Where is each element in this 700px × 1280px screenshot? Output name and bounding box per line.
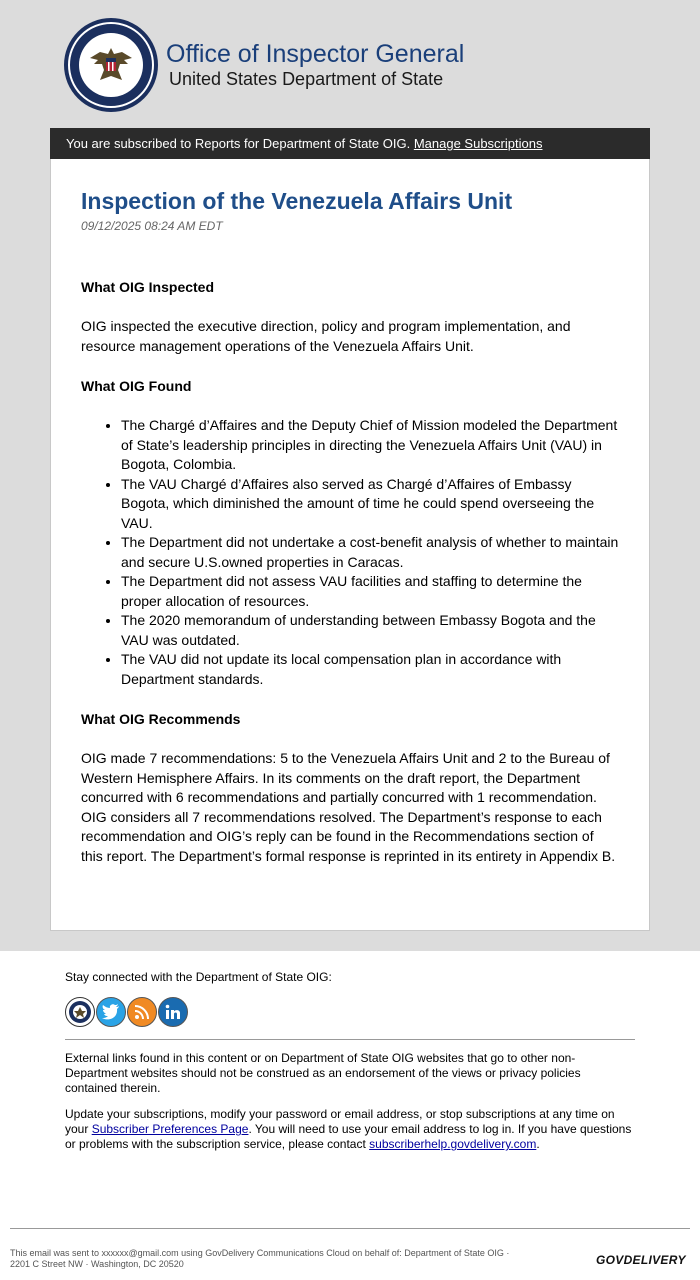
section-paragraph-inspected: OIG inspected the executive direction, policy and program implementation, and resource management operations of the Venezuela Affairs Unit. — [81, 318, 571, 354]
email-footer — [65, 970, 635, 1152]
linkedin-icon[interactable] — [158, 997, 188, 1027]
subscription-text: You are subscribed to Reports for Department of State OIG. — [66, 136, 411, 151]
social-icons-row — [65, 997, 635, 1027]
finding-item: • The Chargé d’Affaires and the Deputy Chief of Mission modeled the Department of State’s leadership principles in directing the Venezuela Affairs Unit (VAU) in Bogota, Colombia. — [121, 416, 619, 475]
finding-item: • The VAU did not update its local compensation plan in accordance with Department standards. — [121, 650, 619, 689]
report-timestamp: 09/12/2025 08:24 AM EDT — [81, 219, 223, 233]
subscriber-preferences-link[interactable]: Subscriber Preferences Page — [91, 1122, 249, 1136]
update-subscriptions-text: Update your subscriptions, modify your password or email address, or stop subscriptions at any time on your Subscriber Preferences Page. You will need to use your email address to log in. If you have questions or problems with the subscription service, please contact subscriberhelp.govdelivery.com. — [65, 1107, 632, 1151]
state-seal-icon[interactable] — [65, 997, 95, 1027]
header-subtitle: United States Department of State — [169, 69, 444, 89]
sent-to-line: This email was sent to xxxxxx@gmail.com using GovDelivery Communications Cloud on behalf of: Department of State OIG · — [10, 1248, 510, 1258]
section-heading-recommends: What OIG Recommends — [81, 711, 241, 727]
twitter-icon[interactable] — [96, 997, 126, 1027]
section-paragraph-recommends: OIG made 7 recommendations: 5 to the Venezuela Affairs Unit and 2 to the Bureau of Western Hemisphere Affairs. In its comments on the draft report, the Department concurred with 6 recommendations and partially concurred with 1 recommendation. OIG considers all 7 recommendations resolved. The Department’s response to each recommendation and OIG’s reply can be found in the Recommendations section of this report. The Department’s formal response is reprinted in its entirety in Appendix B. — [81, 750, 616, 864]
bottom-divider — [10, 1228, 690, 1229]
external-links-disclaimer: External links found in this content or on Department of State OIG websites that go to other non-Department websites should not be construed as an endorsement of the views or privacy policies contained therein. — [65, 1051, 581, 1095]
findings-list — [81, 416, 619, 689]
email-sent-notice — [10, 1248, 580, 1270]
subscription-bar — [50, 128, 650, 159]
report-card — [50, 159, 650, 931]
oig-header — [64, 18, 464, 112]
rss-icon[interactable] — [127, 997, 157, 1027]
finding-item: • The 2020 memorandum of understanding between Embassy Bogota and the VAU was outdated. — [121, 611, 619, 650]
finding-item: • The Department did not assess VAU facilities and staffing to determine the proper allocation of resources. — [121, 572, 619, 611]
address-line: 2201 C Street NW · Washington, DC 20520 — [10, 1259, 184, 1269]
section-heading-found: What OIG Found — [81, 378, 192, 394]
stay-connected-text: Stay connected with the Department of State OIG: — [65, 970, 332, 984]
section-heading-inspected: What OIG Inspected — [81, 279, 215, 295]
header-title: Office of Inspector General — [166, 40, 465, 68]
manage-subscriptions-link[interactable]: Manage Subscriptions — [413, 136, 543, 151]
finding-item: • The VAU Chargé d’Affaires also served as Chargé d’Affaires of Embassy Bogota, which diminished the amount of time he could spend overseeing the VAU. — [121, 475, 619, 534]
subscriber-help-link[interactable]: subscriberhelp.govdelivery.com — [369, 1137, 537, 1151]
report-title: Inspection of the Venezuela Affairs Unit — [81, 188, 513, 214]
finding-item: • The Department did not undertake a cost-benefit analysis of whether to maintain and secure U.S.owned properties in Caracas. — [121, 533, 619, 572]
footer-divider — [65, 1039, 635, 1040]
govdelivery-logo[interactable]: GOVDELIVERY — [596, 1253, 686, 1267]
dos-oig-seal-icon — [64, 18, 158, 112]
